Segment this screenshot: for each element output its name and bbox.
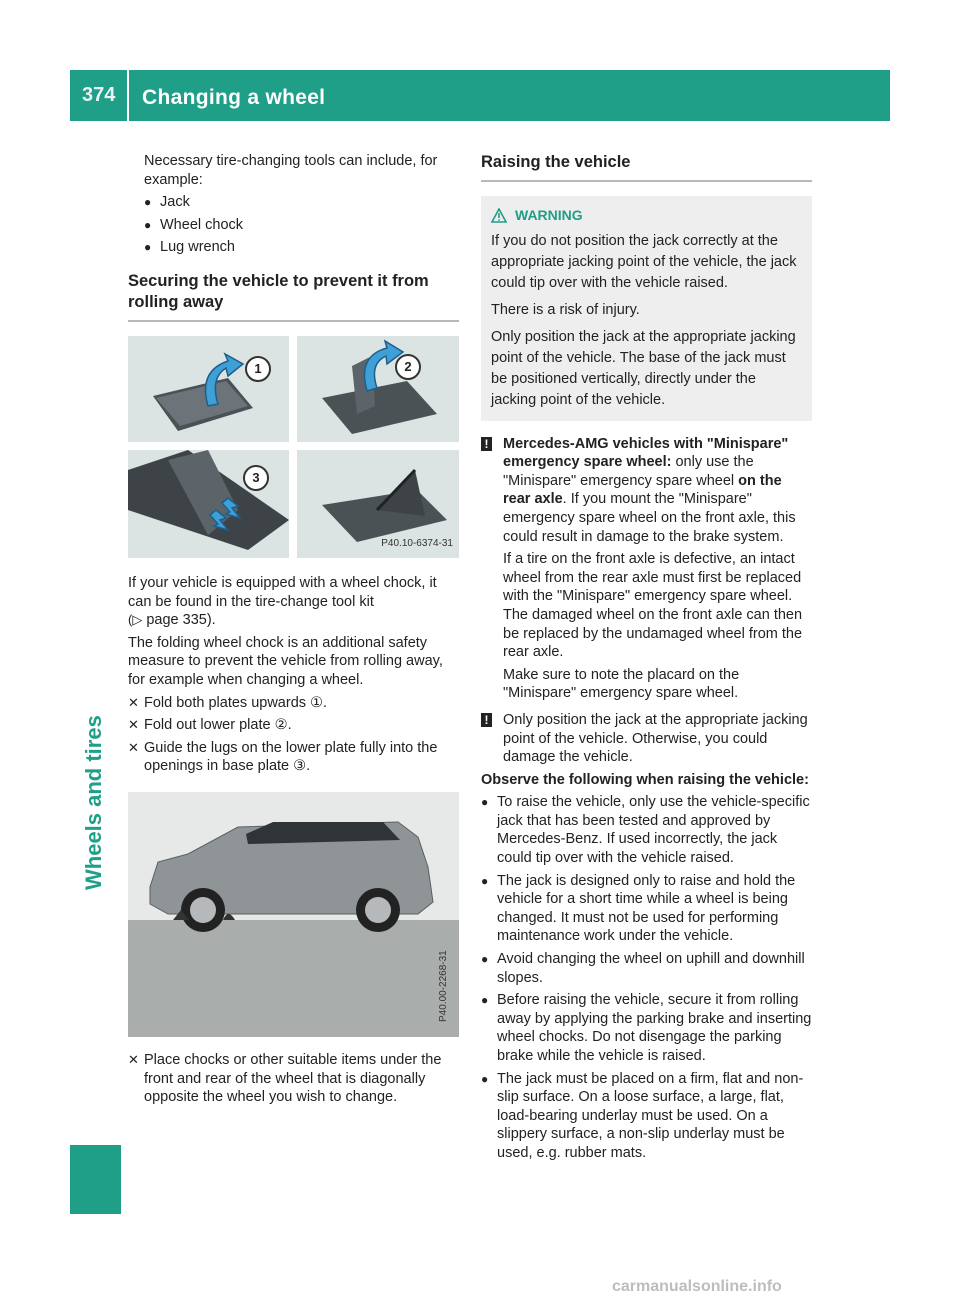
steps-list-2	[128, 1051, 459, 1107]
list-item: ✕ Place chocks or other suitable items under the front and rear of the wheel that is diagonally opposite the wheel you wish to change.	[128, 1051, 442, 1106]
list-item: ✕ Fold both plates upwards ①.	[128, 694, 328, 711]
right-column	[481, 152, 812, 1167]
callout-2: 2	[395, 354, 421, 380]
warning-title: WARNING	[491, 206, 802, 225]
bullet-icon: ●	[481, 993, 489, 1008]
chock-plate-illustration	[297, 336, 459, 442]
chock-plate-illustration	[128, 450, 289, 558]
bullet-icon: ●	[144, 217, 152, 232]
page-number: 374	[82, 84, 116, 106]
observe-heading: Observe the following when raising the vehicle:	[481, 771, 809, 788]
figure-code: P40.10-6374-31	[381, 538, 453, 550]
suv-illustration	[128, 792, 459, 1037]
intro-text: Necessary tire-changing tools can include, for example:	[144, 153, 438, 188]
watermark: carmanualsonline.info	[612, 1278, 782, 1295]
bullet-icon: ●	[481, 1071, 489, 1086]
list-item: ✕ Fold out lower plate ②.	[128, 717, 292, 734]
bullet-icon: ●	[144, 240, 152, 255]
bullet-icon: ●	[144, 195, 152, 210]
section-heading-securing: Securing the vehicle to prevent it from rolling away	[128, 271, 459, 322]
warning-box	[481, 196, 812, 421]
bullet-icon: ●	[481, 873, 489, 888]
tools-list	[128, 193, 459, 257]
arrow-step-icon: ✕	[128, 694, 139, 710]
figure-panel-1	[128, 336, 289, 442]
list-item: ● The jack must be placed on a firm, flat and non-slip surface. On a loose surface, a large, flat, load-bearing underlay must be used. On a slippery surface, a non-slip underlay must be used, e.g. rubber mats.	[481, 1070, 804, 1161]
list-item: ● Lug wrench	[144, 239, 235, 256]
figure-panel-4	[297, 450, 459, 558]
warning-text: Only position the jack at the appropriate jacking point of the vehicle. The base of the jack must be positioned vertically, directly under the jacking point of the vehicle.	[491, 328, 796, 408]
warning-triangle-icon	[491, 208, 507, 223]
callout-3: 3	[243, 465, 269, 491]
figure-panel-2	[297, 336, 459, 442]
list-item: ● The jack is designed only to raise and hold the vehicle for a short time while a wheel is being changed. It must not be used for performing maintenance work under the vehicle.	[481, 872, 796, 945]
car-chock-figure	[128, 792, 459, 1037]
raising-bullets	[481, 793, 812, 1162]
side-tab-label: Wheels and tires	[81, 715, 106, 890]
warning-text: If you do not position the jack correctly at the appropriate jacking point of the vehicle, the jack could tip over with the vehicle raised.	[491, 232, 797, 291]
paragraph-chock-purpose: The folding wheel chock is an additional safety measure to prevent the vehicle from rolling away, for example when changing a wheel.	[128, 634, 443, 688]
side-tab	[81, 715, 111, 920]
bullet-icon: ●	[481, 795, 489, 810]
figure-panel-3	[128, 450, 289, 558]
arrow-step-icon: ✕	[128, 739, 139, 755]
exclamation-icon: !	[481, 437, 492, 451]
steps-list	[128, 694, 459, 776]
exclamation-icon: !	[481, 713, 492, 727]
wheel-chock-figure	[128, 336, 459, 558]
note-minispare: ! Mercedes-AMG vehicles with "Minispare" emergency spare wheel: only use the "Minispare" emergency spare wheel on the rear axle. If you mount the "Minispare" emergency spare wheel on the front axle, this could result in damage to the brake system. If a tire on the front axle is defective, an intact wheel from the rear axle must first be replaced with the "Minispare" emergency spare wheel. The damaged wheel on the front axle can then be replaced by the undamaged wheel from the rear axle. Make sure to note the placard on the "Minispare" emergency spare wheel.	[481, 435, 812, 703]
figure-code: P40.00-2268-31	[438, 950, 449, 1022]
section-heading-raising: Raising the vehicle	[481, 152, 812, 182]
arrow-step-icon: ✕	[128, 717, 139, 733]
list-item: ● Avoid changing the wheel on uphill and downhill slopes.	[481, 951, 805, 986]
list-item: ● Wheel chock	[144, 216, 244, 233]
warning-text: There is a risk of injury.	[491, 301, 640, 318]
page-reference-icon: (▷	[128, 612, 143, 628]
paragraph-chock-location: If your vehicle is equipped with a wheel chock, it can be found in the tire-change tool kit (▷ page 335).	[128, 574, 437, 629]
list-item: ● Before raising the vehicle, secure it from rolling away by applying the parking brake and inserting wheel chocks. Do not disengage the parking brake while the vehicle is raised.	[481, 992, 812, 1064]
bullet-icon: ●	[481, 952, 489, 967]
list-item: ● Jack	[144, 194, 190, 211]
arrow-step-icon: ✕	[128, 1051, 139, 1067]
left-column	[128, 152, 459, 1111]
side-tab-marker	[70, 1145, 121, 1214]
page-reference: page 335).	[146, 612, 216, 629]
callout-1: 1	[245, 356, 271, 382]
note-jacking-point: ! Only position the jack at the appropriate jacking point of the vehicle. Otherwise, you could damage the vehicle.	[481, 711, 812, 767]
chapter-title: Changing a wheel	[142, 86, 326, 109]
header-divider	[127, 70, 129, 121]
list-item: ✕ Guide the lugs on the lower plate fully into the openings in base plate ③.	[128, 739, 438, 775]
list-item: ● To raise the vehicle, only use the vehicle-specific jack that has been tested and approved by Mercedes-Benz. If used incorrectly, the jack could tip over with the vehicle raised.	[481, 794, 810, 867]
chock-plate-illustration	[128, 336, 289, 442]
